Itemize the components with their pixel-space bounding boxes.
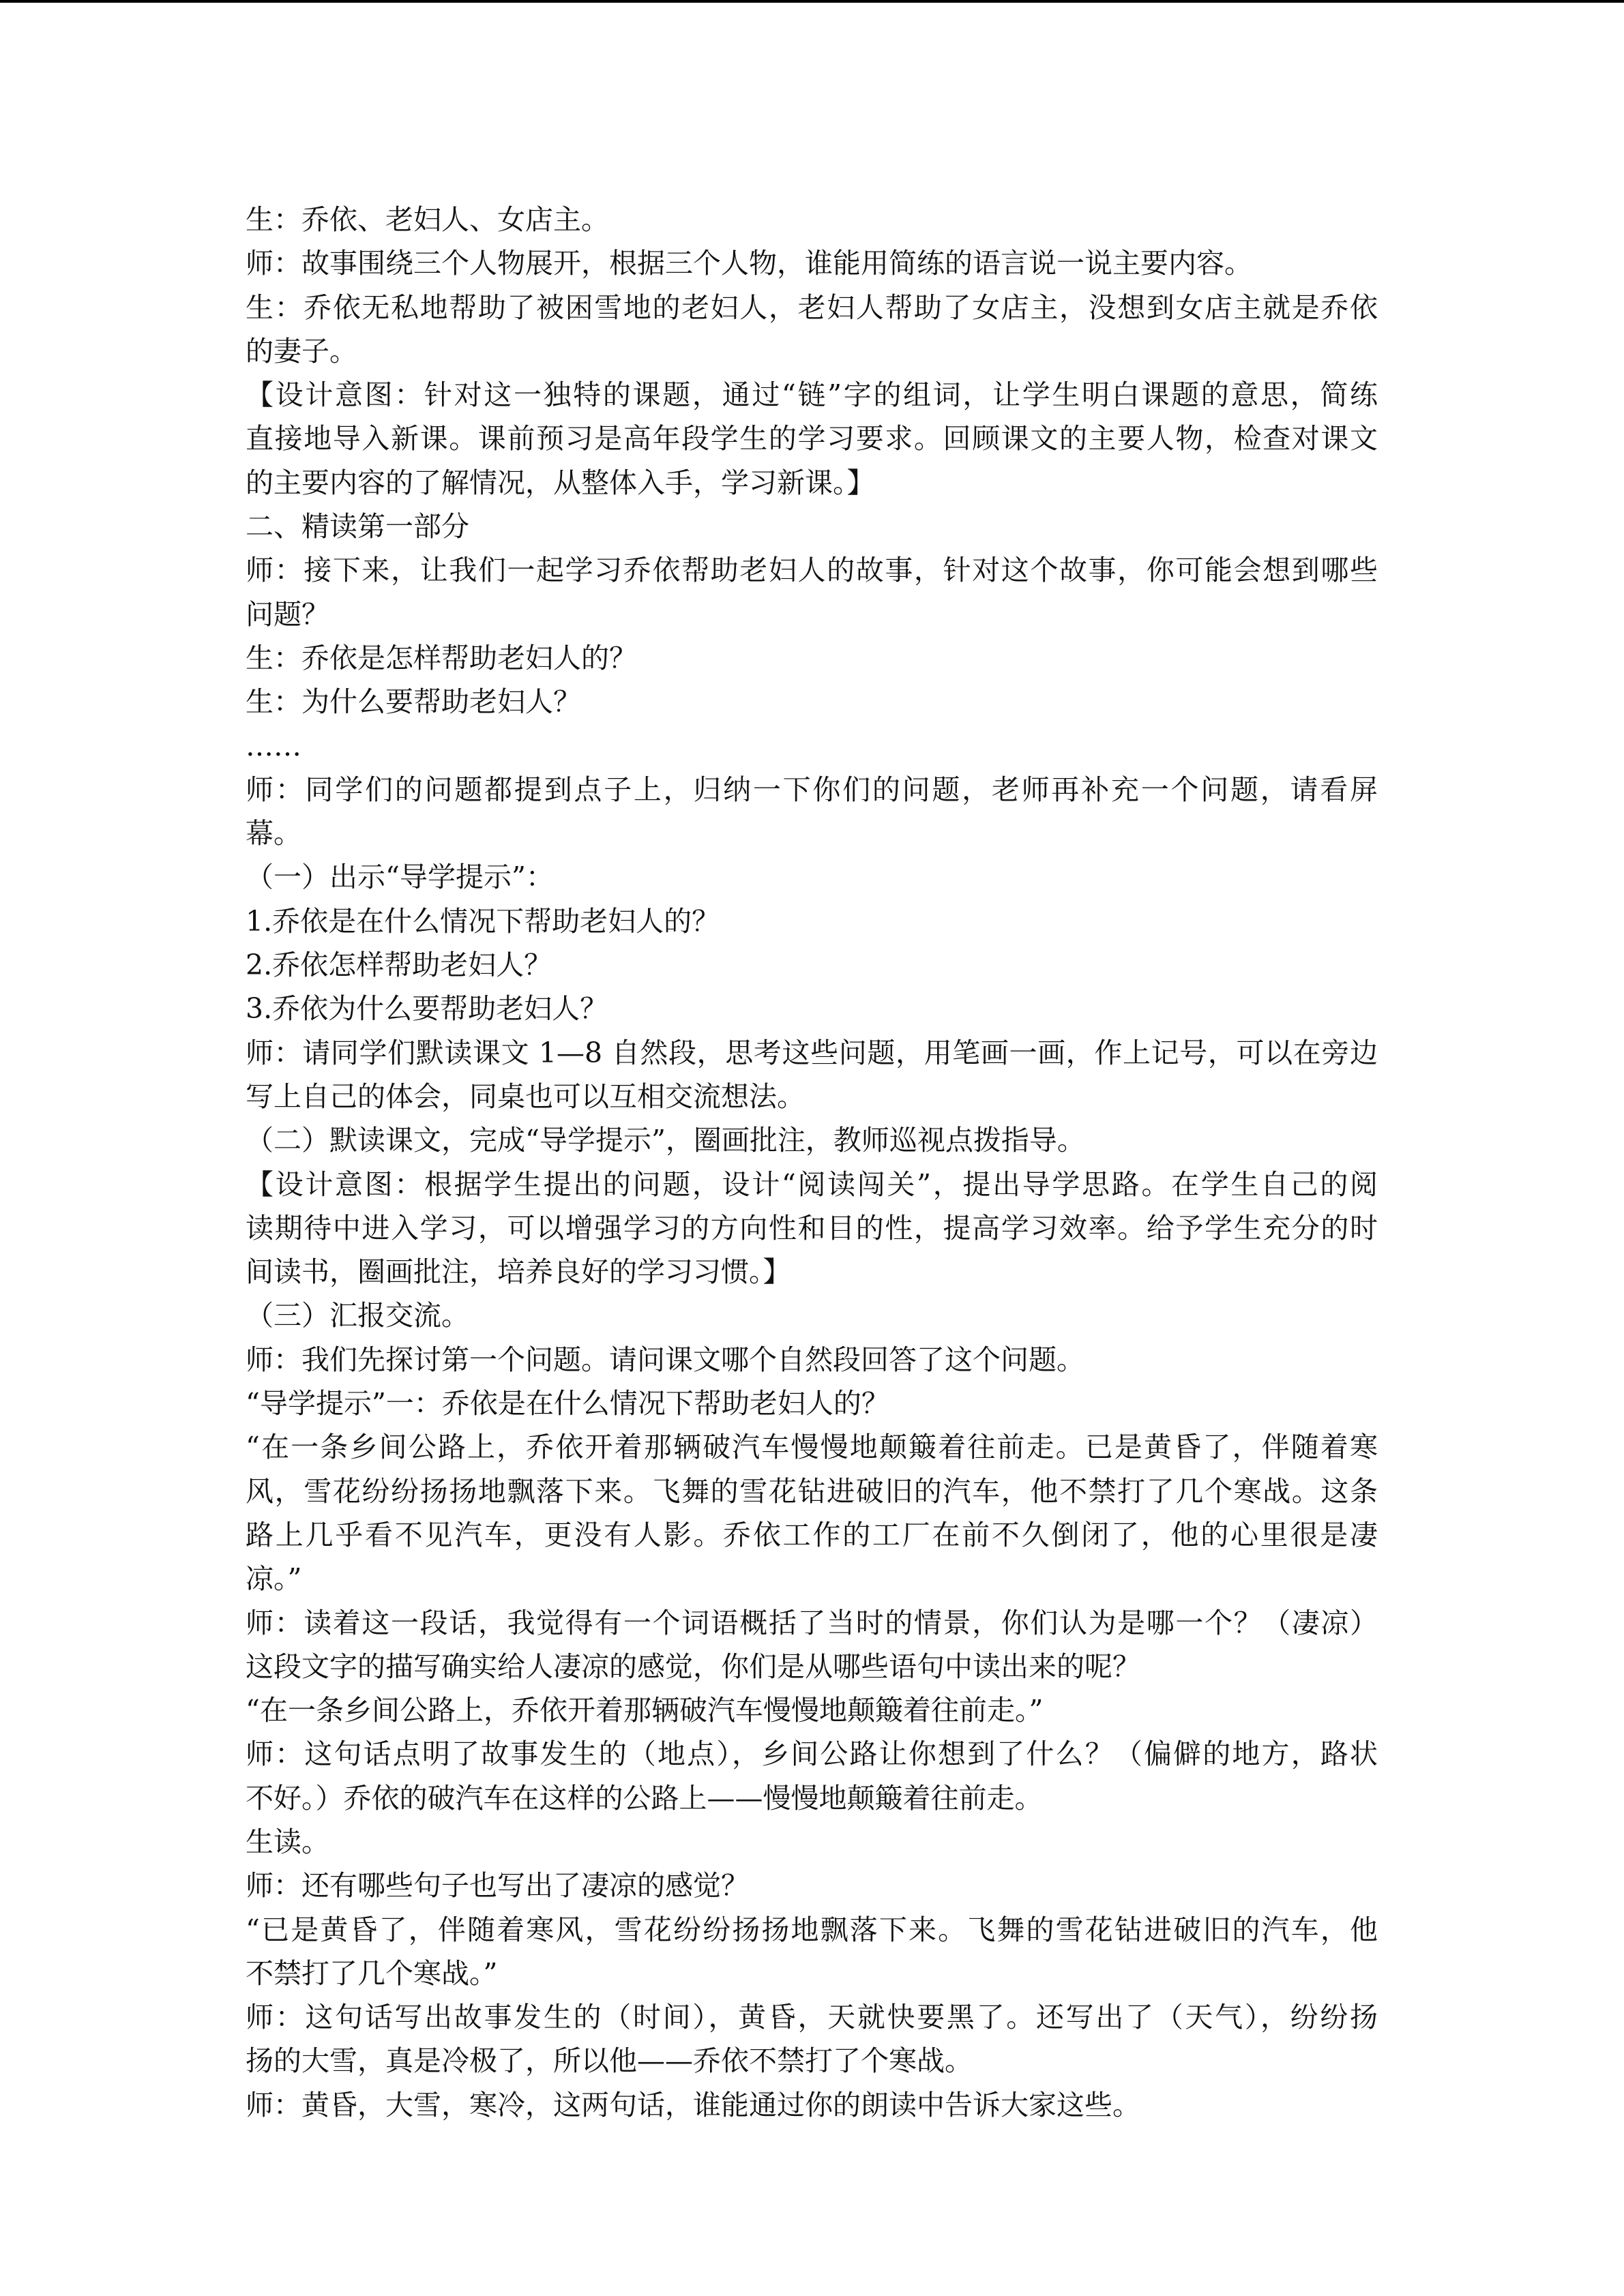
text-line: “导学提示”一：乔依是在什么情况下帮助老妇人的？ — [246, 1387, 889, 1420]
text-line: 1.乔依是在什么情况下帮助老妇人的？ — [246, 904, 720, 938]
text-line: 【设计意图：针对这一独特的课题，通过“链”字的组词，让学生明白课题的意思，简练 — [246, 378, 1378, 412]
text-line: “在一条乡间公路上，乔依开着那辆破汽车慢慢地颠簸着往前走。” — [246, 1694, 1044, 1727]
text-line: “已是黄昏了，伴随着寒风，雪花纷纷扬扬地飘落下来。飞舞的雪花钻进破旧的汽车，他 — [246, 1913, 1378, 1946]
text-line: 路上几乎看不见汽车，更没有人影。乔依工作的工厂在前不久倒闭了，他的心里很是凄 — [246, 1518, 1378, 1551]
text-line: 师：黄昏，大雪，寒冷，这两句话，谁能通过你的朗读中告诉大家这些。 — [246, 2088, 1140, 2121]
text-line: 间读书，圈画批注，培养良好的学习习惯。】 — [246, 1255, 791, 1289]
text-line: 师：故事围绕三个人物展开，根据三个人物，谁能用简练的语言说一说主要内容。 — [246, 247, 1252, 280]
page-top-border — [0, 0, 1624, 3]
text-line: …… — [246, 729, 301, 762]
text-line: 【设计意图：根据学生提出的问题，设计“阅读闯关”，提出导学思路。在学生自己的阅 — [246, 1167, 1378, 1201]
text-line: 生：乔依、老妇人、女店主。 — [246, 203, 609, 236]
text-line: （三）汇报交流。 — [246, 1299, 469, 1332]
text-line: 不禁打了几个寒战。” — [246, 1956, 498, 1990]
text-line: 读期待中进入学习，可以增强学习的方向性和目的性，提高学习效率。给予学生充分的时 — [246, 1211, 1378, 1244]
text-line: 3.乔依为什么要帮助老妇人？ — [246, 992, 608, 1026]
text-line: 的妻子。 — [246, 334, 357, 368]
text-line: 不好。）乔依的破汽车在这样的公路上——慢慢地颠簸着往前走。 — [246, 1781, 1043, 1815]
text-line: 2.乔依怎样帮助老妇人？ — [246, 949, 552, 982]
text-line: 问题？ — [246, 597, 329, 631]
text-line: 师：同学们的问题都提到点子上，归纳一下你们的问题，老师再补充一个问题，请看屏 — [246, 773, 1378, 806]
text-line: 师：还有哪些句子也写出了凄凉的感觉？ — [246, 1869, 749, 1903]
text-line: 的主要内容的了解情况，从整体入手，学习新课。】 — [246, 466, 875, 499]
text-line: 写上自己的体会，同桌也可以互相交流想法。 — [246, 1079, 805, 1113]
text-line: 生：乔依是怎样帮助老妇人的？ — [246, 641, 637, 674]
text-line: （一）出示“导学提示”： — [246, 861, 554, 894]
text-line: 师：我们先探讨第一个问题。请问课文哪个自然段回答了这个问题。 — [246, 1343, 1084, 1376]
text-line: 风，雪花纷纷扬扬地飘落下来。飞舞的雪花钻进破旧的汽车，他不禁打了几个寒战。这条 — [246, 1474, 1378, 1508]
text-line: 二、精读第一部分 — [246, 510, 469, 543]
document-body — [246, 198, 1378, 2127]
text-line: 师：这句话写出故事发生的（时间），黄昏，天就快要黑了。还写出了（天气），纷纷扬 — [246, 2001, 1378, 2034]
text-line: “在一条乡间公路上，乔依开着那辆破汽车慢慢地颠簸着往前走。已是黄昏了，伴随着寒 — [246, 1431, 1378, 1464]
text-line: 生：乔依无私地帮助了被困雪地的老妇人，老妇人帮助了女店主，没想到女店主就是乔依 — [246, 290, 1378, 324]
text-line: 这段文字的描写确实给人凄凉的感觉，你们是从哪些语句中读出来的呢？ — [246, 1650, 1140, 1683]
text-line: 凉。” — [246, 1562, 302, 1596]
text-line: 直接地导入新课。课前预习是高年段学生的学习要求。回顾课文的主要人物，检查对课文 — [246, 422, 1378, 456]
text-line: 师：读着这一段话，我觉得有一个词语概括了当时的情景，你们认为是哪一个？（凄凉） — [246, 1606, 1378, 1639]
text-line: 师：请同学们默读课文 1—8 自然段，思考这些问题，用笔画一画，作上记号，可以在旁边 — [246, 1036, 1378, 1069]
text-line: 生：为什么要帮助老妇人？ — [246, 685, 581, 719]
text-line: 扬的大雪，真是冷极了，所以他——乔依不禁打了个寒战。 — [246, 2044, 973, 2078]
text-line: （二）默读课文，完成“导学提示”，圈画批注，教师巡视点拨指导。 — [246, 1124, 1085, 1157]
text-line: 师：接下来，让我们一起学习乔依帮助老妇人的故事，针对这个故事，你可能会想到哪些 — [246, 554, 1378, 587]
text-line: 师：这句话点明了故事发生的（地点），乡间公路让你想到了什么？（偏僻的地方，路状 — [246, 1738, 1378, 1771]
text-line: 生读。 — [246, 1825, 329, 1858]
text-line: 幕。 — [246, 817, 301, 850]
